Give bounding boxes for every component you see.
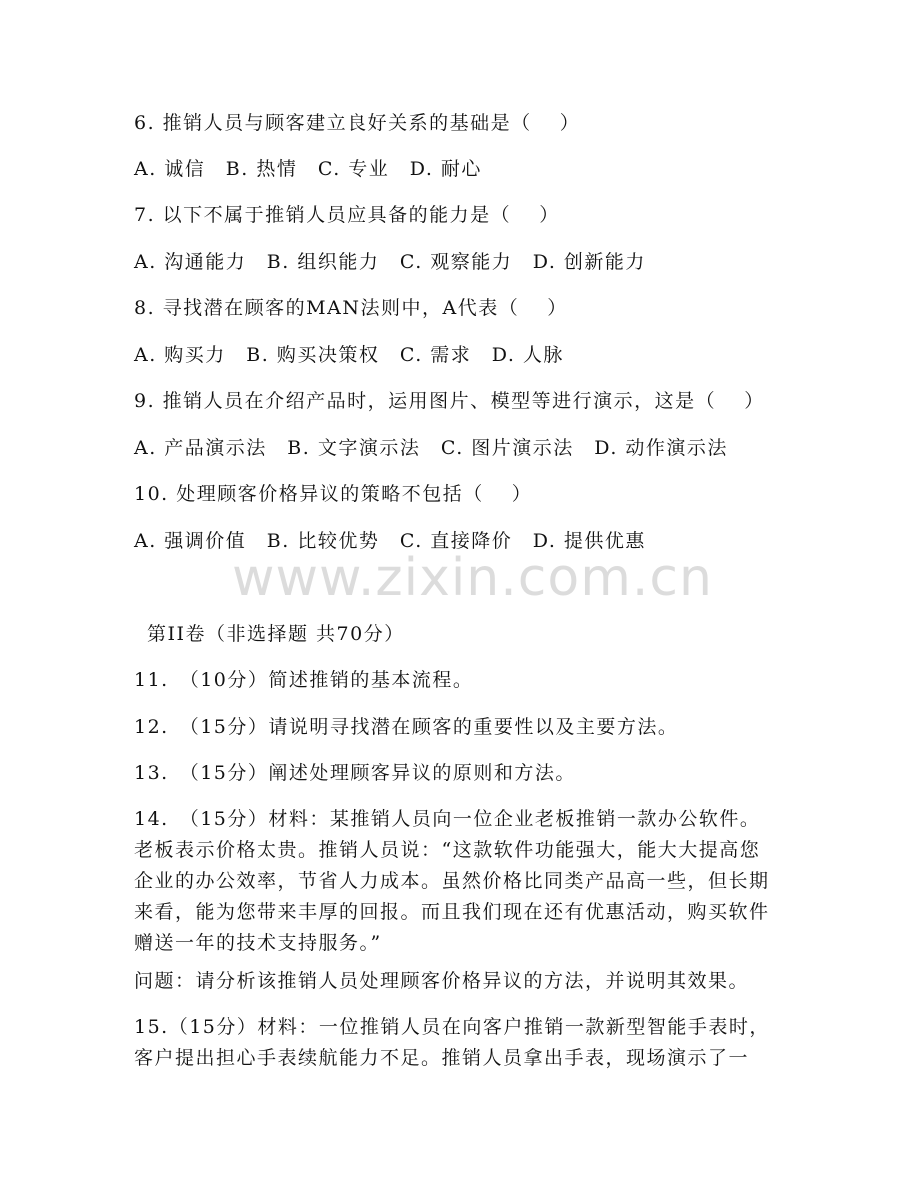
question-12: 12. （15分）请说明寻找潜在顾客的重要性以及主要方法。 (134, 716, 679, 738)
question-10-options: A. 强调价值 B. 比较优势 C. 直接降价 D. 提供优惠 (134, 530, 646, 552)
question-14-material: 14. （15分）材料：某推销人员向一位企业老板推销一款办公软件。老板表示价格太贵。推销人员说：“这款软件功能强大，能大大提高您企业的办公效率，节省人力成本。虽然价格比同类产品高一些，但长期来看，能为您带来丰厚的回报。而且我们现在还有优惠活动，购买软件赠送一年的技术支持服务。” (134, 808, 770, 954)
question-6-stem: 6. 推销人员与顾客建立良好关系的基础是（ ） (134, 112, 581, 134)
question-11: 11. （10分）简述推销的基本流程。 (134, 669, 474, 691)
question-14-question: 问题：请分析该推销人员处理顾客价格异议的方法，并说明其效果。 (134, 970, 750, 992)
question-10-stem: 10. 处理顾客价格异议的策略不包括（ ） (134, 483, 533, 505)
question-9-options: A. 产品演示法 B. 文字演示法 C. 图片演示法 D. 动作演示法 (134, 437, 728, 459)
question-15-material: 15.（15分）材料：一位推销人员在向客户推销一款新型智能手表时，客户提出担心手表续航能力不足。推销人员拿出手表，现场演示了一 (134, 1016, 770, 1069)
question-7-stem: 7. 以下不属于推销人员应具备的能力是（ ） (134, 204, 560, 226)
question-6-options: A. 诚信 B. 热情 C. 专业 D. 耐心 (134, 158, 482, 180)
question-13: 13. （15分）阐述处理顾客异议的原则和方法。 (134, 762, 576, 784)
question-7-options: A. 沟通能力 B. 组织能力 C. 观察能力 D. 创新能力 (134, 251, 646, 273)
watermark: www.zixin.com.cn (232, 548, 713, 608)
question-9-stem: 9. 推销人员在介绍产品时，运用图片、模型等进行演示，这是（ ） (134, 390, 765, 412)
question-8-stem: 8. 寻找潜在顾客的MAN法则中，A代表（ ） (134, 297, 568, 319)
section-2-heading: 第II卷（非选择题 共70分） (147, 623, 405, 645)
question-8-options: A. 购买力 B. 购买决策权 C. 需求 D. 人脉 (134, 344, 564, 366)
